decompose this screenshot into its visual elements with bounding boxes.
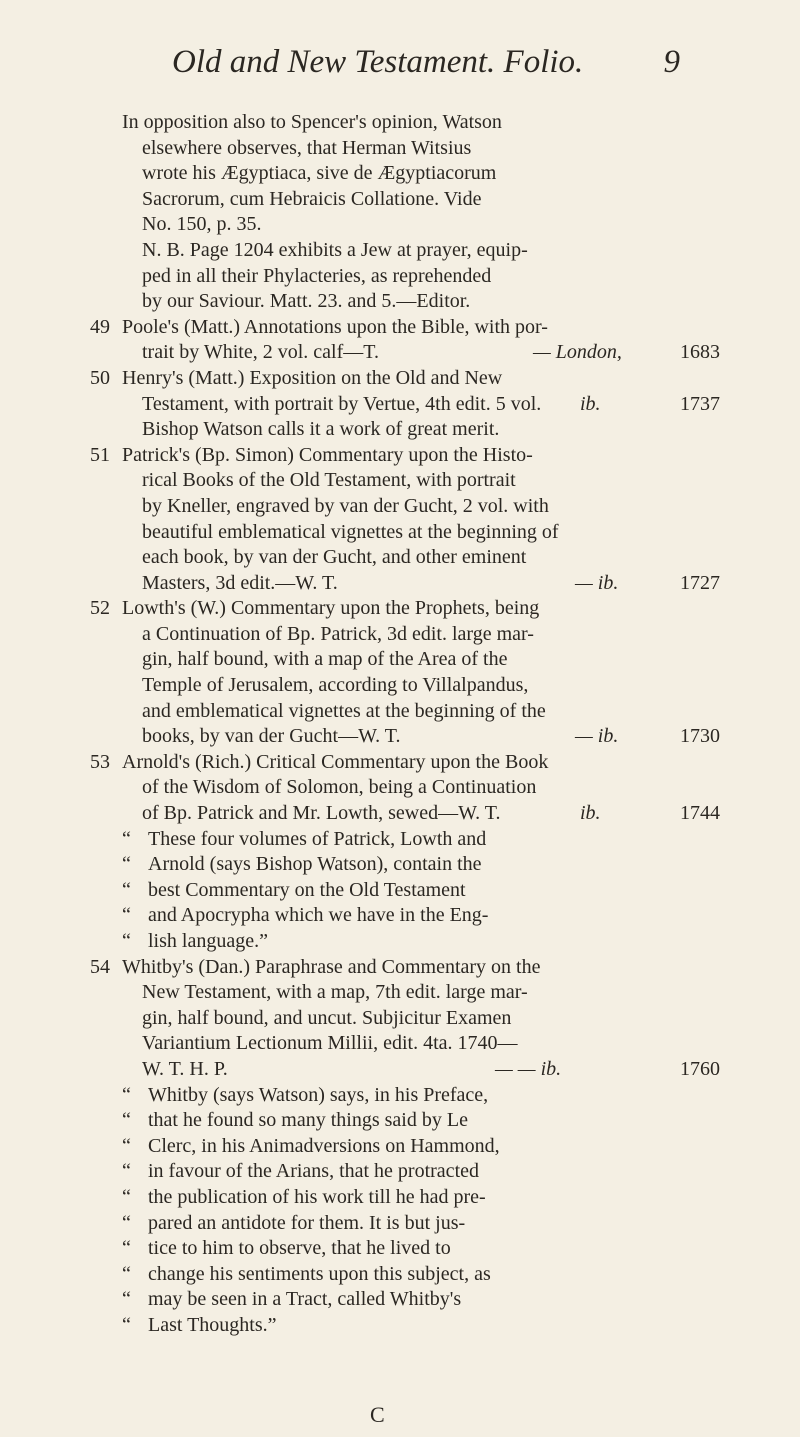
text-line [90, 878, 675, 904]
line-text: trait by White, 2 vol. calf—T. [142, 341, 379, 364]
line-text: Whitby's (Dan.) Paraphrase and Commentary on the [122, 955, 541, 978]
quote-mark: “ [122, 878, 131, 901]
line-text: Last Thoughts.” [148, 1313, 277, 1336]
line-text: Clerc, in his Animadversions on Hammond, [148, 1134, 500, 1157]
line-text: the publication of his work till he had pre- [148, 1185, 486, 1208]
text-line [90, 1108, 675, 1134]
text-line [90, 1134, 675, 1160]
text-line [90, 136, 675, 162]
line-text: Sacrorum, cum Hebraicis Collatione. Vide [142, 187, 482, 210]
quote-mark: “ [122, 1134, 131, 1157]
publication-place: — ib. [575, 725, 619, 748]
text-line [90, 775, 675, 801]
quote-mark: “ [122, 827, 131, 850]
text-line [90, 289, 675, 315]
line-text: Henry's (Matt.) Exposition on the Old and New [122, 366, 503, 389]
text-line [90, 852, 675, 878]
entry-number: 49 [90, 315, 110, 338]
line-text: of the Wisdom of Solomon, being a Continuation [142, 776, 537, 799]
quote-mark: “ [122, 1160, 131, 1183]
publication-year: 1727 [680, 571, 720, 594]
text-line [90, 929, 675, 955]
text-line [90, 1006, 675, 1032]
text-line [90, 187, 675, 213]
text-line [90, 494, 675, 520]
line-text: gin, half bound, with a map of the Area of the [142, 648, 508, 671]
quote-mark: “ [122, 930, 131, 952]
line-text: Lowth's (W.) Commentary upon the Prophets, being [122, 597, 540, 620]
page-number: 9 [663, 44, 680, 80]
text-line [90, 443, 675, 469]
publication-year: 1683 [680, 341, 720, 364]
text-line [90, 238, 675, 264]
publication-place: ib. [580, 392, 601, 415]
line-text: Whitby (says Watson) says, in his Preface, [148, 1083, 489, 1106]
text-line [90, 417, 675, 443]
line-text: that he found so many things said by Le [148, 1109, 468, 1132]
line-text: Testament, with portrait by Vertue, 4th edit. 5 vol. [142, 392, 542, 415]
line-text: elsewhere observes, that Herman Witsius [142, 136, 472, 159]
line-text: ped in all their Phylacteries, as reprehended [142, 264, 492, 287]
publication-year: 1760 [680, 1057, 720, 1080]
text-line [90, 750, 675, 776]
line-text: in favour of the Arians, that he protracted [148, 1160, 479, 1183]
text-line [90, 1262, 675, 1288]
line-text: W. T. H. P. [142, 1057, 228, 1080]
text-line [90, 1083, 675, 1109]
entry-number: 53 [90, 750, 110, 773]
quote-mark: “ [122, 1109, 131, 1132]
line-text: Arnold (says Bishop Watson), contain the [148, 853, 482, 876]
entry-number: 54 [90, 955, 110, 978]
entry-number: 52 [90, 597, 110, 620]
text-line [90, 264, 675, 290]
publication-place: — London, [533, 341, 622, 364]
text-line [90, 1031, 675, 1057]
text-line [90, 340, 720, 366]
text-line [90, 903, 675, 929]
text-line [90, 571, 720, 597]
line-text: No. 150, p. 35. [142, 213, 262, 236]
text-line [90, 980, 675, 1006]
line-text: Poole's (Matt.) Annotations upon the Bible, with por- [122, 315, 548, 338]
line-text: gin, half bound, and uncut. Subjicitur Examen [142, 1006, 512, 1029]
publication-year: 1730 [680, 725, 720, 748]
line-text: wrote his Ægyptiaca, sive de Ægyptiacorum [142, 162, 497, 185]
line-text: Temple of Jerusalem, according to Villalpandus, [142, 674, 529, 697]
line-text: beautiful emblematical vignettes at the beginning of [142, 520, 559, 543]
line-text: and Apocrypha which we have in the Eng- [148, 904, 489, 927]
line-text: best Commentary on the Old Testament [148, 878, 466, 901]
quote-mark: “ [122, 1262, 131, 1285]
line-text: Masters, 3d edit.—W. T. [142, 571, 338, 594]
text-line [90, 596, 675, 622]
text-line [90, 724, 720, 750]
line-text: Patrick's (Bp. Simon) Commentary upon the Histo- [122, 443, 533, 466]
quote-mark: “ [122, 1313, 131, 1336]
line-text: each book, by van der Gucht, and other eminent [142, 546, 527, 569]
text-line [90, 110, 675, 136]
text-line [90, 1159, 675, 1185]
text-line [90, 1185, 675, 1211]
running-title: Old and New Testament. Folio. [172, 44, 584, 80]
publication-place: ib. [580, 802, 601, 825]
text-line [90, 1287, 675, 1313]
text-line [90, 647, 675, 673]
text-line [90, 366, 675, 392]
quote-mark: “ [122, 1237, 131, 1260]
text-line [90, 161, 675, 187]
quote-mark: “ [122, 1288, 131, 1311]
text-line [90, 468, 675, 494]
line-text: lish language.” [148, 930, 268, 952]
line-text: books, by van der Gucht—W. T. [142, 725, 401, 748]
line-text: change his sentiments upon this subject, as [148, 1262, 491, 1285]
text-line [90, 801, 720, 827]
line-text: pared an antidote for them. It is but jus- [148, 1211, 466, 1234]
line-text: and emblematical vignettes at the beginning of the [142, 699, 546, 722]
text-line [90, 673, 675, 699]
quote-mark: “ [122, 1083, 131, 1106]
publication-year: 1744 [680, 802, 720, 825]
quote-mark: “ [122, 1211, 131, 1234]
publication-year: 1737 [680, 392, 720, 415]
line-text: by our Saviour. Matt. 23. and 5.—Editor. [142, 290, 471, 313]
text-line [90, 622, 675, 648]
line-text: by Kneller, engraved by van der Gucht, 2 vol. with [142, 494, 549, 517]
line-text: tice to him to observe, that he lived to [148, 1237, 451, 1260]
line-text: rical Books of the Old Testament, with portrait [142, 469, 516, 492]
quote-mark: “ [122, 1185, 131, 1208]
text-line [90, 545, 675, 571]
signature-mark: C [370, 1402, 385, 1427]
text-line [90, 1057, 720, 1083]
text-line [90, 1211, 675, 1237]
line-text: These four volumes of Patrick, Lowth and [148, 827, 487, 850]
running-header [172, 40, 680, 84]
line-text: a Continuation of Bp. Patrick, 3d edit. large mar- [142, 622, 534, 645]
publication-place: — ib. [575, 571, 619, 594]
line-text: Variantium Lectionum Millii, edit. 4ta. 1740— [142, 1032, 518, 1055]
text-line [90, 955, 675, 981]
line-text: may be seen in a Tract, called Whitby's [148, 1288, 462, 1311]
text-line [90, 212, 675, 238]
text-line [90, 392, 720, 418]
entry-number: 51 [90, 443, 110, 466]
line-text: of Bp. Patrick and Mr. Lowth, sewed—W. T. [142, 802, 501, 825]
line-text: Arnold's (Rich.) Critical Commentary upon the Book [122, 750, 549, 773]
text-line [90, 827, 675, 853]
quote-mark: “ [122, 853, 131, 876]
text-line [90, 520, 675, 546]
text-line [90, 315, 675, 341]
catalogue-entries [90, 110, 720, 1339]
line-text: In opposition also to Spencer's opinion, Watson [122, 111, 502, 133]
line-text: Bishop Watson calls it a work of great merit. [142, 418, 500, 441]
quote-mark: “ [122, 904, 131, 927]
publication-place: — — ib. [495, 1057, 562, 1080]
text-line [90, 699, 675, 725]
text-line [90, 1236, 675, 1262]
line-text: N. B. Page 1204 exhibits a Jew at prayer, equip- [142, 238, 528, 261]
line-text: New Testament, with a map, 7th edit. large mar- [142, 981, 528, 1004]
entry-number: 50 [90, 366, 110, 389]
text-line [90, 1313, 675, 1339]
